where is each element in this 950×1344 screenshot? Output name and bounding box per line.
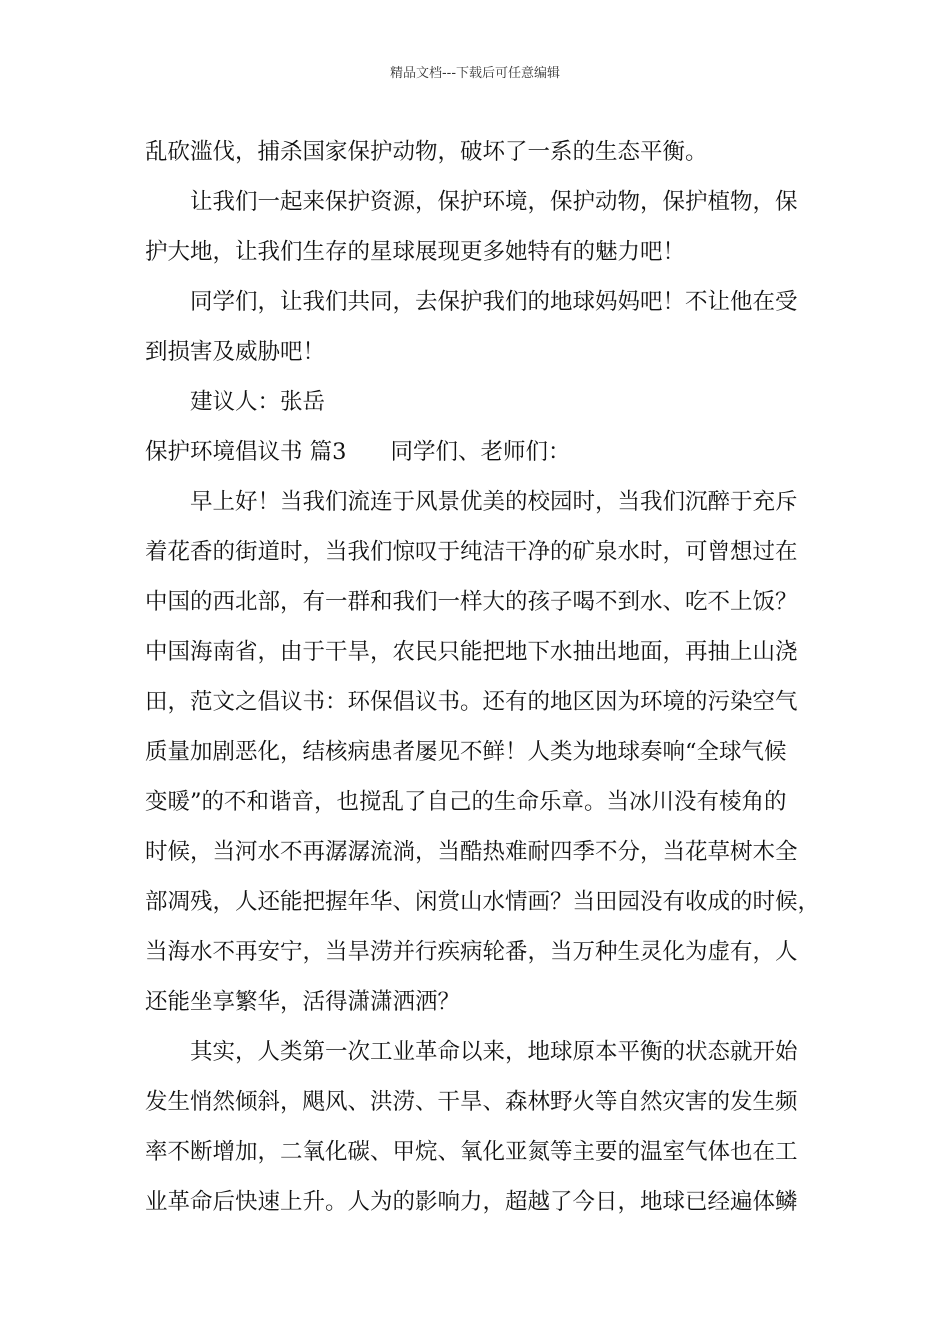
- text-line: 时候，当河水不再潺潺流淌，当酷热难耐四季不分，当花草树木全: [145, 839, 798, 865]
- paragraph: [145, 127, 825, 177]
- text-line: 当海水不再安宁，当旱涝并行疾病轮番，当万种生灵化为虚有，人: [145, 939, 798, 965]
- paragraph: [145, 177, 825, 277]
- paragraph: [145, 377, 825, 427]
- text-line: 发生悄然倾斜，飓风、洪涝、干旱、森林野火等自然灾害的发生频: [145, 1089, 798, 1115]
- section-heading: [145, 427, 825, 477]
- text-line: 中国海南省，由于干旱，农民只能把地下水抽出地面，再抽上山浇: [145, 639, 798, 665]
- text-line: 到损害及威胁吧！: [145, 339, 326, 365]
- text-line: 其实，人类第一次工业革命以来，地球原本平衡的状态就开始: [190, 1039, 798, 1065]
- text-line: 质量加剧恶化，结核病患者屡见不鲜！人类为地球奏响“全球气候: [145, 739, 787, 765]
- text-line: 变暖”的不和谐音，也搅乱了自己的生命乐章。当冰川没有棱角的: [145, 789, 787, 815]
- text-line: 中国的西北部，有一群和我们一样大的孩子喝不到水、吃不上饭？: [145, 589, 798, 615]
- text-line: 率不断增加，二氧化碳、甲烷、氧化亚氮等主要的温室气体也在工: [145, 1139, 798, 1165]
- text-line: 护大地，让我们生存的星球展现更多她特有的魅力吧！: [145, 239, 686, 265]
- text-line: 早上好！当我们流连于风景优美的校园时，当我们沉醉于充斥: [190, 489, 798, 515]
- paragraph: [145, 277, 825, 377]
- text-line: 部凋残，人还能把握年华、闲赏山水情画？当田园没有收成的时候，: [145, 889, 821, 915]
- text-line: 让我们一起来保护资源，保护环境，保护动物，保护植物，保: [190, 189, 798, 215]
- signature-line: 建议人：张岳: [190, 389, 326, 415]
- text-line: 还能坐享繁华，活得潇潇洒洒？: [145, 989, 461, 1015]
- text-line: 田，范文之倡议书：环保倡议书。还有的地区因为环境的污染空气: [145, 689, 798, 715]
- document-body: [145, 127, 825, 1227]
- text-line: 乱砍滥伐，捕杀国家保护动物，破坏了一系的生态平衡。: [145, 139, 708, 165]
- section-title: 保护环境倡议书 篇3: [145, 439, 347, 465]
- text-line: 业革命后快速上升。人为的影响力，超越了今日，地球已经遍体鳞: [145, 1189, 798, 1215]
- greeting: 同学们、老师们：: [390, 439, 571, 465]
- page-header: 精品文档---下载后可任意编辑: [389, 66, 561, 81]
- paragraph: [145, 477, 825, 1027]
- text-line: 同学们，让我们共同，去保护我们的地球妈妈吧！不让他在受: [190, 289, 798, 315]
- paragraph: [145, 1027, 825, 1227]
- text-line: 着花香的街道时，当我们惊叹于纯洁干净的矿泉水时，可曾想过在: [145, 539, 798, 565]
